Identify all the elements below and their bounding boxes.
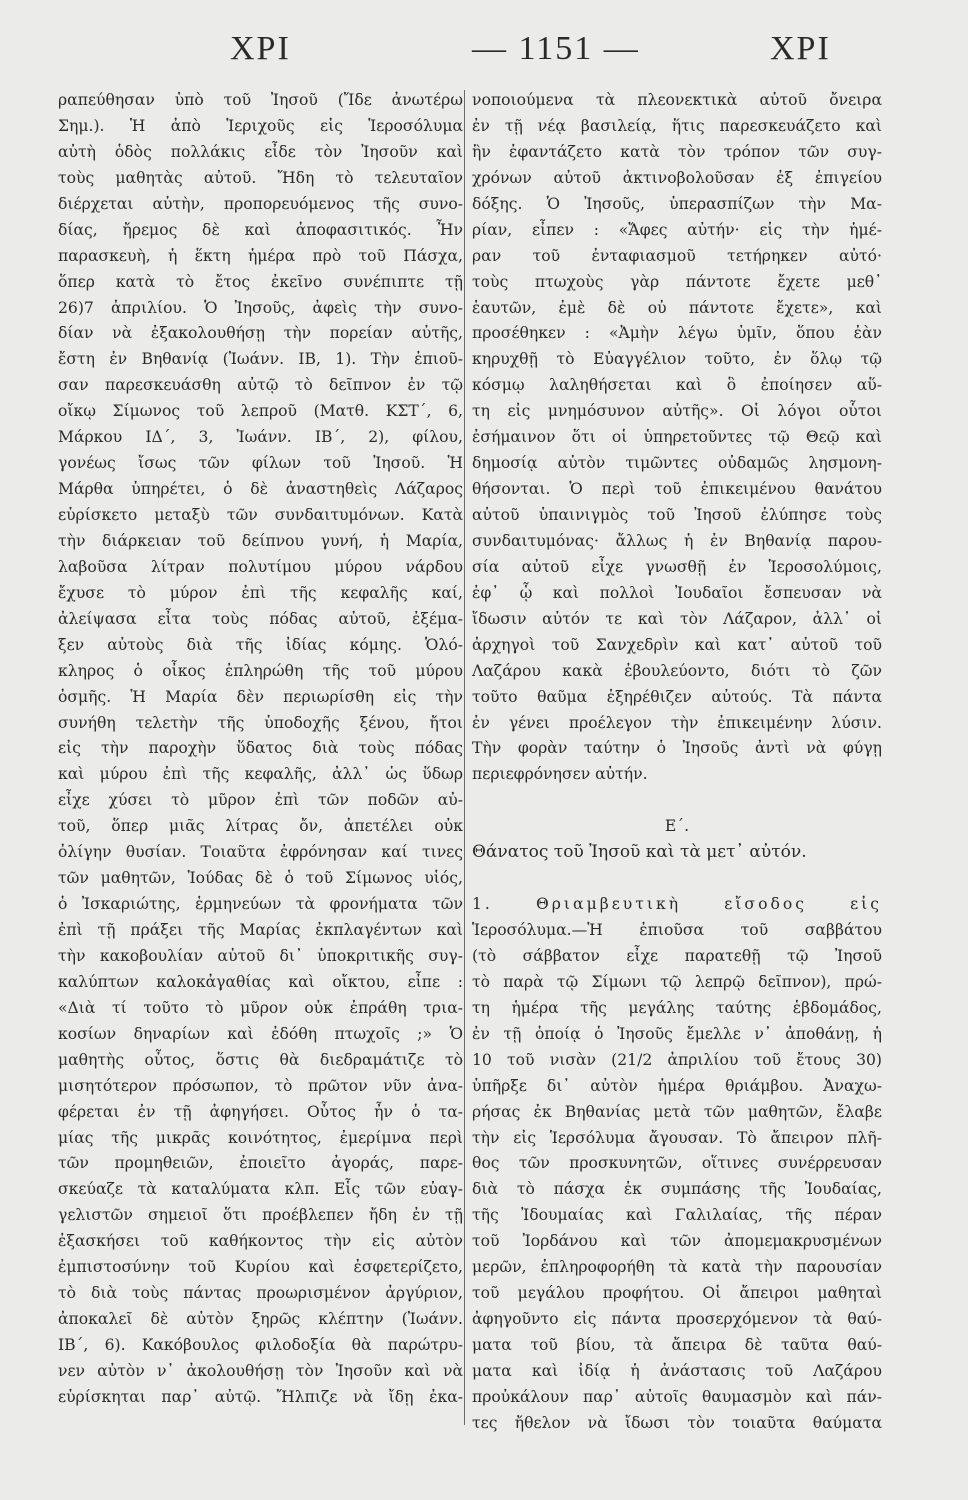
text-line bbox=[472, 788, 882, 814]
text-line: ραν τοῦ ἐνταφιασμοῦ τετήρηκεν αὐτό· bbox=[472, 246, 882, 265]
text-line: θος τῶν προσκυνητῶν, οἵτινες συνέρρευσαν bbox=[472, 1154, 882, 1173]
text-line: κόσμῳ λαληθήσεται καὶ ὃ ἐποίησεν αὕ- bbox=[472, 376, 882, 395]
text-line: γελιστῶν σημειοῖ ὅτι προέβλεπεν ἤδη ἐν τῇ bbox=[58, 1206, 463, 1225]
text-line: τὴν εἰς Ἱερσόλυμα ἄγουσαν. Τὸ ἄπειρον πλῆ- bbox=[472, 1128, 882, 1147]
text-line: Μάρθα ὑπηρέτει, ὁ δὲ ἀναστηθεὶς Λάζαρος bbox=[58, 480, 463, 499]
text-line: Ε΄. bbox=[664, 817, 690, 836]
text-line: καλύπτων καλοκἀγαθίας καὶ οἴκτου, εἶπε : bbox=[58, 972, 463, 991]
text-line: τοὺς πτωχοὺς γὰρ πάντοτε ἔχετε μεθ᾽ bbox=[472, 272, 882, 291]
text-line: γονέως ἴσως τῶν φίλων τοῦ Ἰησοῦ. Ἡ bbox=[58, 454, 463, 473]
text-line: φέρεται ἐν τῇ ἀφηγήσει. Οὗτος ἦν ὁ τα- bbox=[58, 1102, 463, 1121]
text-line: καὶ μύρου ἐπὶ τῆς κεφαλῆς, ἀλλ᾽ ὡς ὕδωρ bbox=[58, 765, 463, 784]
text-line: νεν αὐτὸν ν᾽ ἀκολουθήσῃ τὸν Ἰησοῦν καὶ νὰ bbox=[58, 1361, 463, 1380]
text-line: ἐπὶ τῇ πράξει τῆς Μαρίας ἐκπλαγέντων καὶ bbox=[58, 921, 463, 939]
text-line: ματα καὶ ἰδίᾳ ἡ ἀνάστασις τοῦ Λαζάρου bbox=[472, 1361, 882, 1380]
page-header bbox=[60, 30, 890, 74]
text-line: «Διὰ τί τοῦτο τὸ μῦρον οὐκ ἐπράθη τρια- bbox=[58, 998, 463, 1017]
text-line: τη εἰς μνημόσυνον αὐτῆς». Οἱ λόγοι οὗτοι bbox=[472, 402, 882, 421]
text-line: 1. Θριαμβευτικὴ εἴσοδος εἰς bbox=[472, 895, 882, 914]
text-line: δίαν νὰ ἐξακολουθήσῃ τὴν πορείαν αὐτῆς, bbox=[58, 324, 463, 343]
text-line: ρίαν, εἶπεν : «Ἄφες αὐτήν· εἰς τὴν ἡμέ- bbox=[472, 220, 882, 239]
text-line: κληρος ὁ οἶκος ἐπληρώθη τῆς τοῦ μύρου bbox=[58, 661, 463, 680]
text-line: θήσονται. Ὁ περὶ τοῦ ἐπικειμένου θανάτου bbox=[472, 480, 882, 499]
text-line: ἐμπιστοσύνην τοῦ Κυρίου καὶ ἐσφετερίζετο, bbox=[58, 1258, 463, 1277]
text-line: τῶν μαθητῶν, Ἰούδας δὲ ὁ τοῦ Σίμωνος υἱός, bbox=[58, 869, 463, 888]
text-line: ξεν αὐτοὺς διὰ τῆς ἰδίας κόμης. Ὁλό- bbox=[58, 635, 463, 654]
text-line: λαβοῦσα λίτραν πολυτίμου μύρου νάρδου bbox=[58, 557, 463, 576]
running-head-right: ΧΡΙ bbox=[770, 30, 831, 67]
text-line: νοποιούμενα τὰ πλεονεκτικὰ αὐτοῦ ὄνειρα bbox=[472, 91, 882, 109]
text-line: (τὸ σάββατον εἶχε παρατεθῇ τῷ Ἰησοῦ bbox=[472, 946, 882, 965]
text-line: εἰς τὴν παροχὴν ὕδατος διὰ τοὺς πόδας bbox=[58, 739, 463, 758]
text-line: ἐσήμαινον ὅτι οἱ ὑπηρετοῦντες τῷ Θεῷ καὶ bbox=[472, 428, 882, 447]
page-number: — 1151 — bbox=[472, 30, 640, 67]
text-line: τοῦ, ὅπερ μιᾶς λίτρας ὄν, ἀπετέλει οὐκ bbox=[58, 817, 463, 836]
text-line: τες ἤθελον νὰ ἴδωσι τὸν τοιαῦτα θαύματα bbox=[472, 1413, 882, 1432]
text-line: τοὺς μαθητὰς αὐτοῦ. Ἤδη τὸ τελευταῖον bbox=[58, 168, 463, 187]
text-line: ἀφηγοῦντο εἰς πάντα προσερχόμενον τὰ θαύ- bbox=[472, 1310, 882, 1329]
text-line: ὑπῆρξε δι᾽ αὐτὸν ἡμέρα θριάμβου. Ἀναχω- bbox=[472, 1076, 882, 1095]
text-line: συνδαιτυμόνας· ἄλλως ἡ ἐν Βηθανίᾳ παρου- bbox=[472, 531, 882, 550]
text-line: τὸ παρὰ τῷ Σίμωνι τῷ λεπρῷ δεῖπνον), πρώ- bbox=[472, 972, 882, 991]
text-line: ὀσμῆς. Ἡ Μαρία δὲν περιωρίσθη εἰς τὴν bbox=[58, 687, 463, 706]
text-line: Θάνατος τοῦ Ἰησοῦ καὶ τὰ μετ᾽ αὐτόν. bbox=[472, 842, 807, 863]
text-line: οἴκῳ Σίμωνος τοῦ λεπροῦ (Ματθ. ΚΣΤ΄, 6, bbox=[58, 402, 463, 421]
text-line: δόξης. Ὁ Ἰησοῦς, ὑπερασπίζων τὴν Μα- bbox=[472, 194, 882, 213]
text-line: εὑρίσκηται παρ᾽ αὐτῷ. Ἤλπιζε νὰ ἴδῃ ἐκα- bbox=[58, 1387, 463, 1406]
text-line: σαν παρεσκευάσθη αὐτῷ τὸ δεῖπνον ἐν τῷ bbox=[58, 376, 463, 395]
text-line: ἀρχηγοὶ τοῦ Σανχεδρὶν καὶ κατ᾽ αὐτοῦ τοῦ bbox=[472, 635, 882, 654]
text-line: προσέθηκεν : «Ἀμὴν λέγω ὑμῖν, ὅπου ἐὰν bbox=[472, 324, 882, 343]
text-line: ἀποκαλεῖ δὲ αὐτὸν ξηρῶς κλέπτην (Ἰωάνν. bbox=[58, 1310, 463, 1329]
text-line: ἀλείψασα εἶτα τοὺς πόδας αὐτοῦ, ἐξέμα- bbox=[58, 609, 463, 628]
text-line: τοῦ μεγάλου προφήτου. Οἱ ἄπειροι μαθηταὶ bbox=[472, 1284, 882, 1303]
text-line: χρόνων αὐτοῦ ἀκτινοβολοῦσαν ἐξ ἐπιγείου bbox=[472, 168, 882, 187]
text-line: παρασκευὴ, ἡ ἕκτη ἡμέρα πρὸ τοῦ Πάσχα, bbox=[58, 246, 463, 265]
text-line: τῶν προμηθειῶν, ἐποιεῖτο ἀγοράς, παρε- bbox=[58, 1154, 463, 1173]
text-line: 10 τοῦ νισὰν (21/2 ἀπριλίου τοῦ ἔτους 30) bbox=[472, 1050, 882, 1069]
text-line: τῆς Ἰδουμαίας καὶ Γαλιλαίας, τῆς πέραν bbox=[472, 1206, 882, 1225]
text-line bbox=[472, 866, 882, 892]
text-line: Μάρκου ΙΔ΄, 3, Ἰωάνν. ΙΒ΄, 2), φίλου, bbox=[58, 428, 463, 447]
text-line: τὸ διὰ τοὺς πάντας προωρισμένον ἀργύριον, bbox=[58, 1284, 463, 1303]
text-line: ἐν τῇ νέᾳ βασιλείᾳ, ἥτις παρεσκευάζετο καὶ bbox=[472, 116, 882, 135]
text-line: τη ἡμέρα τῆς μεγάλης ταύτης ἑβδομάδος, bbox=[472, 998, 882, 1017]
text-line: Ἱεροσόλυμα.—Ἡ ἐπιοῦσα τοῦ σαββάτου bbox=[472, 921, 882, 939]
text-line: προὐκάλουν παρ᾽ αὐτοῖς θαυμασμὸν καὶ πάν- bbox=[472, 1387, 882, 1406]
text-line: διὰ τὸ πάσχα ἐκ συμπάσης τῆς Ἰουδαίας, bbox=[472, 1180, 882, 1199]
text-line: ὀλίγην θυσίαν. Τοιαῦτα ἐφρόνησαν καί τινες bbox=[58, 843, 463, 862]
left-column bbox=[58, 88, 463, 1453]
text-line: περιεφρόνησεν αὐτήν. bbox=[472, 765, 648, 784]
text-line: μαθητὴς οὗτος, ὅστις θὰ διεδραμάτιζε τὸ bbox=[58, 1050, 463, 1069]
text-line: ἴδωσιν αὐτόν τε καὶ τὸν Λάζαρον, ἀλλ᾽ οἱ bbox=[472, 609, 882, 628]
text-line: ματα τοῦ βίου, τὰ ἄπειρα δὲ ταῦτα θαύ- bbox=[472, 1336, 882, 1354]
text-line: ἔχυσε τὸ μύρον ἐπὶ τῆς κεφαλῆς καί, bbox=[58, 583, 463, 602]
text-line: δίας, ἤρεμος δὲ καὶ ἀποφασιτικός. Ἦν bbox=[58, 220, 463, 239]
text-line: αὐτοῦ ὑπαινιγμὸς τοῦ Ἰησοῦ ἐλύπησε τοὺς bbox=[472, 506, 882, 524]
text-line: 26)7 ἀπριλίου. Ὁ Ἰησοῦς, ἀφεὶς τὴν συνο- bbox=[58, 298, 463, 317]
text-line: ἐν τῇ ὁποίᾳ ὁ Ἰησοῦς ἔμελλε ν᾽ ἀποθάνῃ, ἡ bbox=[472, 1024, 882, 1043]
text-line: Λαζάρου κακὰ ἐβουλεύοντο, διότι τὸ ζῶν bbox=[472, 661, 882, 680]
text-line: ἑαυτῶν, ἐμὲ δὲ οὐ πάντοτε ἔχετε», καὶ bbox=[472, 298, 882, 317]
text-line: σία αὐτοῦ εἶχε γνωσθῇ ἐν Ἱεροσολύμοις, bbox=[472, 557, 882, 576]
text-line: ραπεύθησαν ὑπὸ τοῦ Ἰησοῦ (Ἴδε ἀνωτέρω bbox=[58, 91, 463, 109]
right-column bbox=[472, 88, 882, 1453]
text-line: ὁ Ἰσκαριώτης, ἑρμηνεύων τὰ φρονήματα τῶν bbox=[58, 895, 463, 914]
column-divider bbox=[464, 90, 465, 1425]
text-line: αὐτὴ ὁδὸς πολλάκις εἶδε τὸν Ἰησοῦν καὶ bbox=[58, 142, 463, 161]
text-line: κοσίων δηναρίων καὶ ἐδόθη πτωχοῖς ;» Ὁ bbox=[58, 1024, 463, 1043]
text-line: κηρυχθῇ τὸ Εὐαγγέλιον τοῦτο, ἐν ὅλῳ τῷ bbox=[472, 350, 882, 369]
text-line: τὴν διάρκειαν τοῦ δείπνου γυνή, ἡ Μαρία, bbox=[58, 531, 463, 550]
text-line: ΙΒ΄, 6). Κακόβουλος φιλοδοξία θὰ παρώτρυ- bbox=[58, 1336, 463, 1354]
text-line: διέρχεται αὐτὴν, προπορευόμενος τῆς συνο- bbox=[58, 194, 463, 213]
text-line: τὴν κακοβουλίαν αὐτοῦ δι᾽ ὑποκριτικῆς συγ- bbox=[58, 946, 463, 965]
text-line: εἶχε χύσει τὸ μῦρον ἐπὶ τῶν ποδῶν αὐ- bbox=[58, 791, 463, 810]
text-line: τοῦτο θαῦμα ἐξηρέθιζεν αὐτούς. Τὰ πάντα bbox=[472, 687, 882, 706]
text-line: εὑρίσκετο μεταξὺ τῶν συνδαιτυμόνων. Κατὰ bbox=[58, 506, 463, 524]
text-line: ρήσας ἐκ Βηθανίας μετὰ τῶν μαθητῶν, ἔλαβε bbox=[472, 1102, 882, 1121]
text-line: ἐξασκήσει τοῦ καθήκοντος τὴν εἰς αὐτὸν bbox=[58, 1232, 463, 1251]
text-line: ἣν ἐφαντάζετο κατὰ τὸν τρόπον τῶν συγ- bbox=[472, 142, 882, 161]
text-line: μισητότερον πρόσωπον, τὸ πρῶτον νῦν ἀνα- bbox=[58, 1076, 463, 1095]
text-line: ἐφ᾽ ᾧ καὶ πολλοὶ Ἰουδαῖοι ἔσπευσαν νὰ bbox=[472, 583, 882, 602]
text-line: συνήθη τελετὴν τῆς ὑποδοχῆς ξένου, ἤτοι bbox=[58, 713, 463, 732]
text-line: ἐν γένει προέλεγον τὴν ἐπικειμένην λύσιν. bbox=[472, 713, 882, 732]
text-line: Σημ.). Ἡ ἀπὸ Ἱεριχοῦς εἰς Ἱεροσόλυμα bbox=[58, 116, 463, 135]
text-line: τοῦ Ἰορδάνου καὶ τῶν ἀπομεμακρυσμένων bbox=[472, 1232, 882, 1251]
text-line: Τὴν φορὰν ταύτην ὁ Ἰησοῦς ἀντὶ νὰ φύγῃ bbox=[472, 739, 882, 758]
running-head-left: ΧΡΙ bbox=[230, 30, 291, 67]
text-line: ὅπερ κατὰ τὸ ἔτος ἐκεῖνο συνέπιπτε τῇ bbox=[58, 272, 463, 291]
text-line: μίας τῆς μικρᾶς κοινότητος, ἐμερίμνα περὶ bbox=[58, 1128, 463, 1147]
text-line: μερῶν, ἐπληροφορήθη τὰ κατὰ τὴν παρουσίαν bbox=[472, 1258, 882, 1277]
text-line: ἔστη ἐν Βηθανίᾳ (Ἰωάνν. ΙΒ, 1). Τὴν ἐπιοῦ- bbox=[58, 350, 463, 369]
text-line: δημοσίᾳ αὐτὸν τιμῶντες οὐδαμῶς λησμονη- bbox=[472, 454, 882, 473]
text-line: σκεύαζε τὰ καταλύματα κλπ. Εἷς τῶν εὐαγ- bbox=[58, 1180, 463, 1199]
